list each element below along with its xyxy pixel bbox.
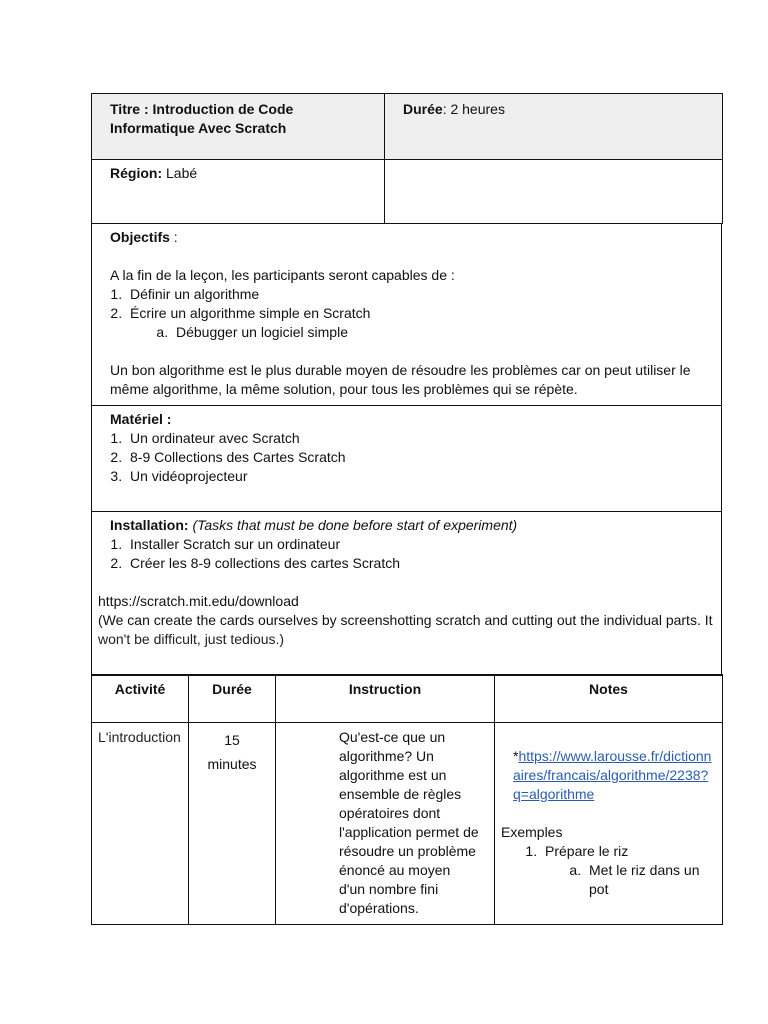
details-table <box>91 223 722 676</box>
list-item: 2. Écrire un algorithme simple en Scratch <box>126 304 711 323</box>
region-label: Région: <box>110 165 163 181</box>
list-item: 1. Installer Scratch sur un ordinateur <box>126 535 711 554</box>
installation-list <box>110 535 711 573</box>
notes-cell <box>495 723 723 925</box>
list-item: 1. Prépare le riz <box>541 842 716 861</box>
table-row <box>92 723 723 925</box>
materials-heading: Matériel : <box>110 410 172 427</box>
larousse-link[interactable]: https://www.larousse.fr/dictionnaires/francais/algorithme/2238?q=algorithme <box>513 748 712 802</box>
objectives-list <box>110 285 711 323</box>
list-item: 2. Créer les 8-9 collections des cartes Scratch <box>126 554 711 573</box>
notes-examples: Exemples <box>501 824 563 840</box>
materials-cell <box>92 405 722 511</box>
installation-note-line2: won't be difficult, just tedious.) <box>98 630 285 647</box>
notes-prefix: * <box>513 748 519 764</box>
region-cell <box>92 160 385 224</box>
title-label: Titre : <box>110 101 149 117</box>
duration-value: : 2 heures <box>442 101 505 117</box>
list-item: 3. Un vidéoprojecteur <box>126 467 711 486</box>
region-value: Labé <box>166 165 198 181</box>
duration-cell <box>385 94 723 160</box>
schedule-table <box>91 674 723 925</box>
list-item: a. Met le riz dans un pot <box>585 861 716 899</box>
objectives-heading-suffix: : <box>169 228 178 245</box>
objectives-note: Un bon algorithme est le plus durable moyen de résoudre les problèmes car on peut utiliser le même algorithme, la même solution, pour tous les problèmes qui se répète. <box>110 361 691 397</box>
header-table <box>91 93 723 224</box>
duration-label: Durée <box>403 101 443 117</box>
list-item: 1. Un ordinateur avec Scratch <box>126 429 711 448</box>
empty-cell <box>385 160 723 224</box>
column-header: Activité <box>92 675 189 723</box>
instruction-cell: Qu'est-ce que un algorithme? Un algorithme est un ensemble de règles opératoires dont l'application permet de résoudre un problème énoncé au moyen d'un nombre fini d'opérations. <box>276 723 495 925</box>
column-header: Notes <box>495 675 723 723</box>
activity-cell: L'introduction <box>92 723 189 925</box>
notes-sublist <box>501 861 716 899</box>
installation-heading: Installation: <box>110 516 189 533</box>
notes-list <box>501 842 716 861</box>
list-item: a. Débugger un logiciel simple <box>172 323 711 342</box>
objectives-sublist <box>110 323 711 342</box>
duration-cell: 15 minutes <box>189 723 276 925</box>
title-value: Introduction de Code Informatique Avec Scratch <box>110 101 294 136</box>
materials-list <box>110 429 711 486</box>
title-cell <box>92 94 385 160</box>
objectives-intro: A la fin de la leçon, les participants seront capables de : <box>110 266 455 283</box>
column-header: Durée <box>189 675 276 723</box>
installation-subtitle: (Tasks that must be done before start of experiment) <box>192 516 518 533</box>
list-item: 1. Définir un algorithme <box>126 285 711 304</box>
objectives-heading: Objectifs <box>110 228 170 245</box>
objectives-cell <box>92 223 722 405</box>
lesson-plan-page <box>91 93 722 925</box>
installation-url: https://scratch.mit.edu/download <box>98 592 299 609</box>
installation-cell <box>92 511 722 675</box>
column-header: Instruction <box>276 675 495 723</box>
table-header-row <box>92 675 723 723</box>
list-item: 2. 8-9 Collections des Cartes Scratch <box>126 448 711 467</box>
installation-note-line1: (We can create the cards ourselves by screenshotting scratch and cutting out the individual parts. It <box>98 611 713 628</box>
